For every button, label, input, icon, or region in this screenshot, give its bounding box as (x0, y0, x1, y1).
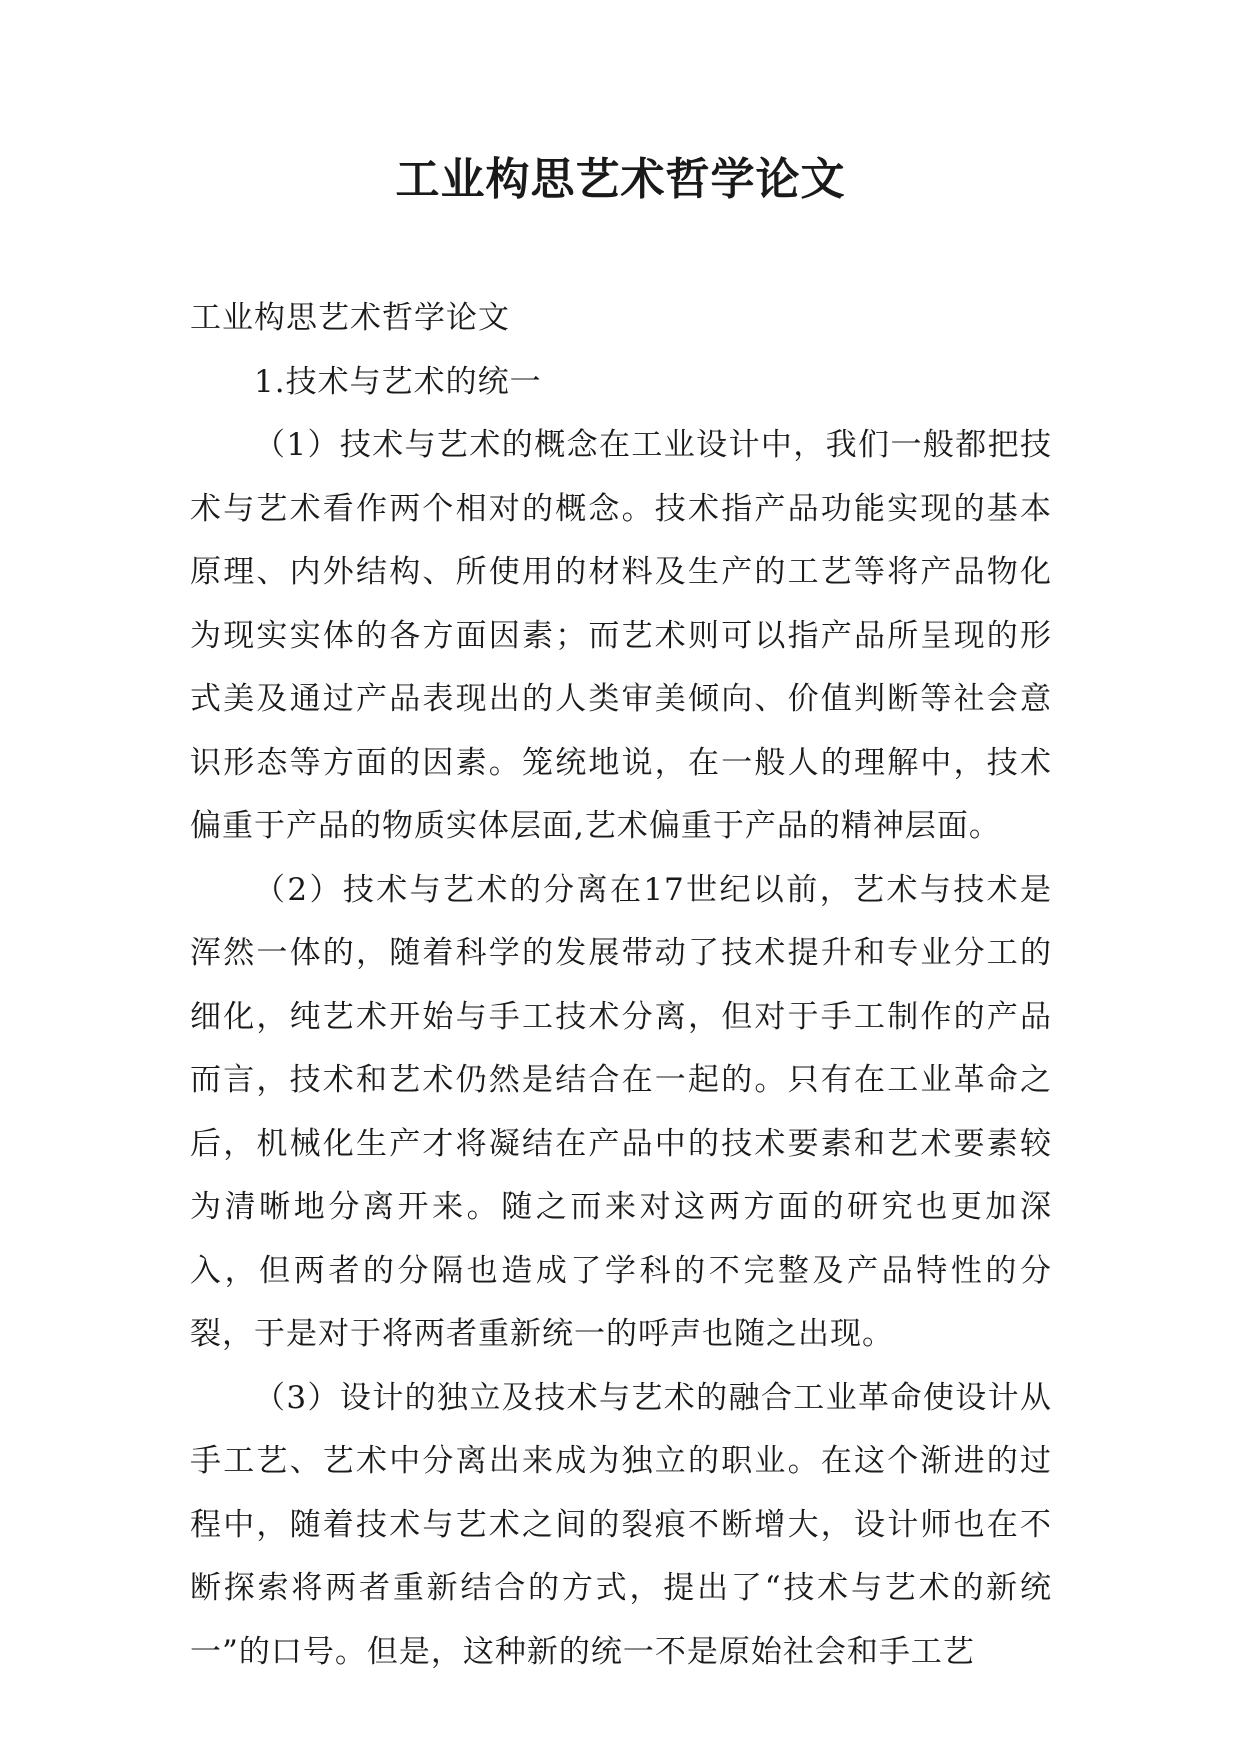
paragraph: （2）技术与艺术的分离在17世纪以前，艺术与技术是浑然一体的，随着科学的发展带动了技术提升和专业分工的细化，纯艺术开始与手工技术分离，但对于手工制作的产品而言，技术和艺术仍然是结合在一起的。只有在工业革命之后，机械化生产才将凝结在产品中的技术要素和艺术要素较为清晰地分离开来。随之而来对这两方面的研究也更加深入，但两者的分隔也造成了学科的不完整及产品特性的分裂，于是对于将两者重新统一的呼声也随之出现。 (190, 871, 1052, 1352)
paragraph: （1）技术与艺术的概念在工业设计中，我们一般都把技术与艺术看作两个相对的概念。技术指产品功能实现的基本原理、内外结构、所使用的材料及生产的工艺等将产品物化为现实实体的各方面因素；而艺术则可以指产品所呈现的形式美及通过产品表现出的人类审美倾向、价值判断等社会意识形态等方面的因素。笼统地说，在一般人的理解中，技术偏重于产品的物质实体层面,艺术偏重于产品的精神层面。 (190, 427, 1052, 844)
document-subtitle: 工业构思艺术哲学论文 (190, 300, 510, 336)
section-heading: 1.技术与艺术的统一 (254, 363, 542, 400)
paragraph: （3）设计的独立及技术与艺术的融合工业革命使设计从手工艺、艺术中分离出来成为独立的职业。在这个渐进的过程中，随着技术与艺术之间的裂痕不断增大，设计师也在不断探索将两者重新结合的方式，提出了“技术与艺术的新统一”的口号。但是，这种新的统一不是原始社会和手工艺 (190, 1379, 1052, 1670)
document-title: 工业构思艺术哲学论文 (395, 154, 846, 205)
document-body (190, 287, 1052, 1684)
